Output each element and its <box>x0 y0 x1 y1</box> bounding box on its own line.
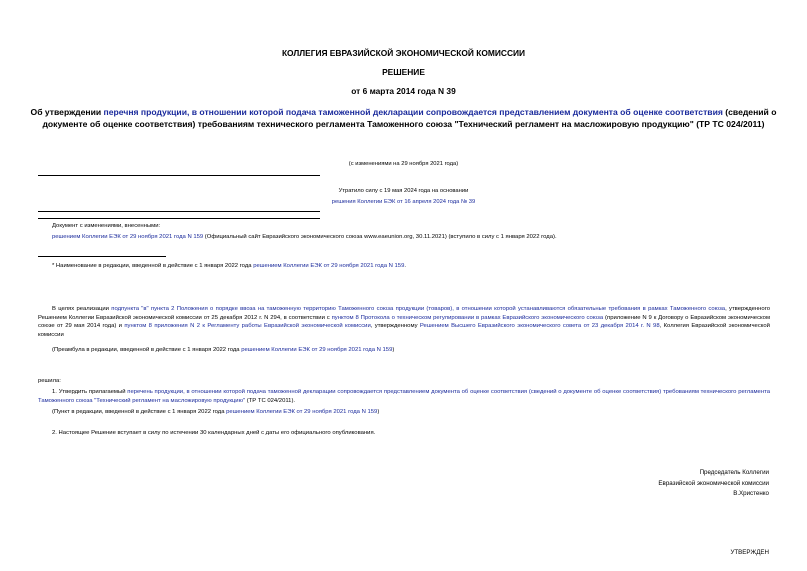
footnote-link[interactable]: решением Коллегии ЕЭК от 29 ноября 2021 года N 159 <box>253 263 405 269</box>
preamble-link-2[interactable]: пунктом 8 Протокола о техническом регулировании в рамках Евразийского экономического союза <box>331 314 604 321</box>
changes-link[interactable]: решением Коллегии ЕЭК от 29 ноября 2021 года N 159 <box>52 234 204 240</box>
preamble-link-1[interactable]: подпункта "в" пункта 2 Положения о порядке ввоза на таможенную территорию Таможенного союза продукции (товаров), в отношении которой устанавливаются обязательные требования в рамках Таможенного союза <box>111 306 726 312</box>
preamble-text-4: , утвержденному <box>370 323 420 330</box>
amendments-note: (с изменениями на 29 ноября 2021 года) <box>348 161 459 167</box>
signature-name: В.Христенко <box>733 490 769 497</box>
expired-link[interactable]: решения Коллегии ЕЭК от 16 апреля 2024 года № 39 <box>331 199 476 205</box>
resolved-label: решила: <box>38 378 61 384</box>
item1-note-link[interactable]: решением Коллегии ЕЭК от 29 ноября 2021 года N 159 <box>226 409 378 415</box>
item1-link[interactable]: перечень продукции, в отношении которой подача таможенной декларации сопровождается представлением документа об оценке соответствия (сведений о документе об оценке соответствия) требованиям технического регламента Таможенного союза "Технический регламент на масложировую продукцию" <box>38 389 770 404</box>
divider <box>38 175 320 176</box>
divider <box>38 218 320 219</box>
footnote-end: . <box>404 263 406 269</box>
preamble-note <box>52 347 394 353</box>
item1-text-1: 1. Утвердить прилагаемый <box>52 389 128 395</box>
title-link[interactable]: перечня продукции, в отношении которой подача таможенной декларации сопровождается представлением документа об оценке соответствия <box>103 107 723 117</box>
footnote-divider <box>38 256 166 257</box>
signature-block <box>658 468 769 500</box>
preamble-link-3[interactable]: пунктом 8 приложения N 2 к Регламенту работы Евразийской экономической комиссии <box>124 323 371 330</box>
changes-label: Документ с изменениями, внесенными: <box>52 223 161 229</box>
preamble-text-3: (приложение N 9 к Договору о Евразийском экономическом союзе от 29 мая 2014 года) и <box>38 314 770 330</box>
preamble-text-1: В целях реализации <box>52 306 112 312</box>
document-type: РЕШЕНИЕ <box>382 67 425 77</box>
preamble-text-2: , утвержденного Решением Коллегии Евразийской экономической комиссии от 25 декабря 2012 г. N 294, в соответствии с <box>38 306 771 321</box>
document-title <box>30 106 777 130</box>
item1-note <box>52 409 379 415</box>
footnote-text: * Наименование в редакции, введенной в действие с 1 января 2022 года <box>52 263 254 269</box>
item1-note-end: ) <box>377 409 380 415</box>
preamble-text-5: , Коллегия Евразийской экономической комиссии <box>38 323 770 338</box>
title-prefix: Об утверждении <box>30 107 104 117</box>
item2-paragraph: 2. Настоящее Решение вступает в силу по истечении 30 календарных дней с даты его официального опубликования. <box>52 430 376 436</box>
signature-position: Председатель Коллегии <box>699 469 769 476</box>
title-rest: (сведений о документе об оценке соответствия) требованиям технического регламента Таможенного союза "Технический регламент на масложировую продукцию" (ТР ТС 024/2011) <box>42 107 777 129</box>
approved-label: УТВЕРЖДЕН <box>730 549 769 556</box>
preamble-note-end: ) <box>392 347 395 353</box>
organization-heading: КОЛЛЕГИЯ ЕВРАЗИЙСКОЙ ЭКОНОМИЧЕСКОЙ КОМИССИИ <box>281 48 526 58</box>
expired-text: Утратило силу с 19 мая 2024 года на основании <box>338 188 469 194</box>
preamble-paragraph <box>38 305 770 339</box>
preamble-note-text: (Преамбула в редакции, введенной в действие с 1 января 2022 года <box>52 347 242 353</box>
document-date: от 6 марта 2014 года N 39 <box>351 86 456 96</box>
changes-rest: (Официальный сайт Евразийского экономического союза www.eaeunion.org, 30.11.2021) (вступило в силу с 1 января 2022 года). <box>203 234 557 240</box>
changes-line <box>52 234 557 240</box>
signature-organization: Евразийской экономической комиссии <box>658 479 769 487</box>
item1-note-text: (Пункт в редакции, введенной в действие с 1 января 2022 года <box>52 409 227 415</box>
item1-paragraph <box>38 388 770 405</box>
preamble-note-link[interactable]: решением Коллегии ЕЭК от 29 ноября 2021 года N 159 <box>241 347 393 353</box>
divider <box>38 211 320 212</box>
item1-text-2: (ТР ТС 024/2011). <box>245 397 296 404</box>
preamble-link-4[interactable]: Решением Высшего Евразийского экономического совета от 23 декабря 2014 г. N 98 <box>419 323 660 330</box>
footnote <box>52 263 406 269</box>
